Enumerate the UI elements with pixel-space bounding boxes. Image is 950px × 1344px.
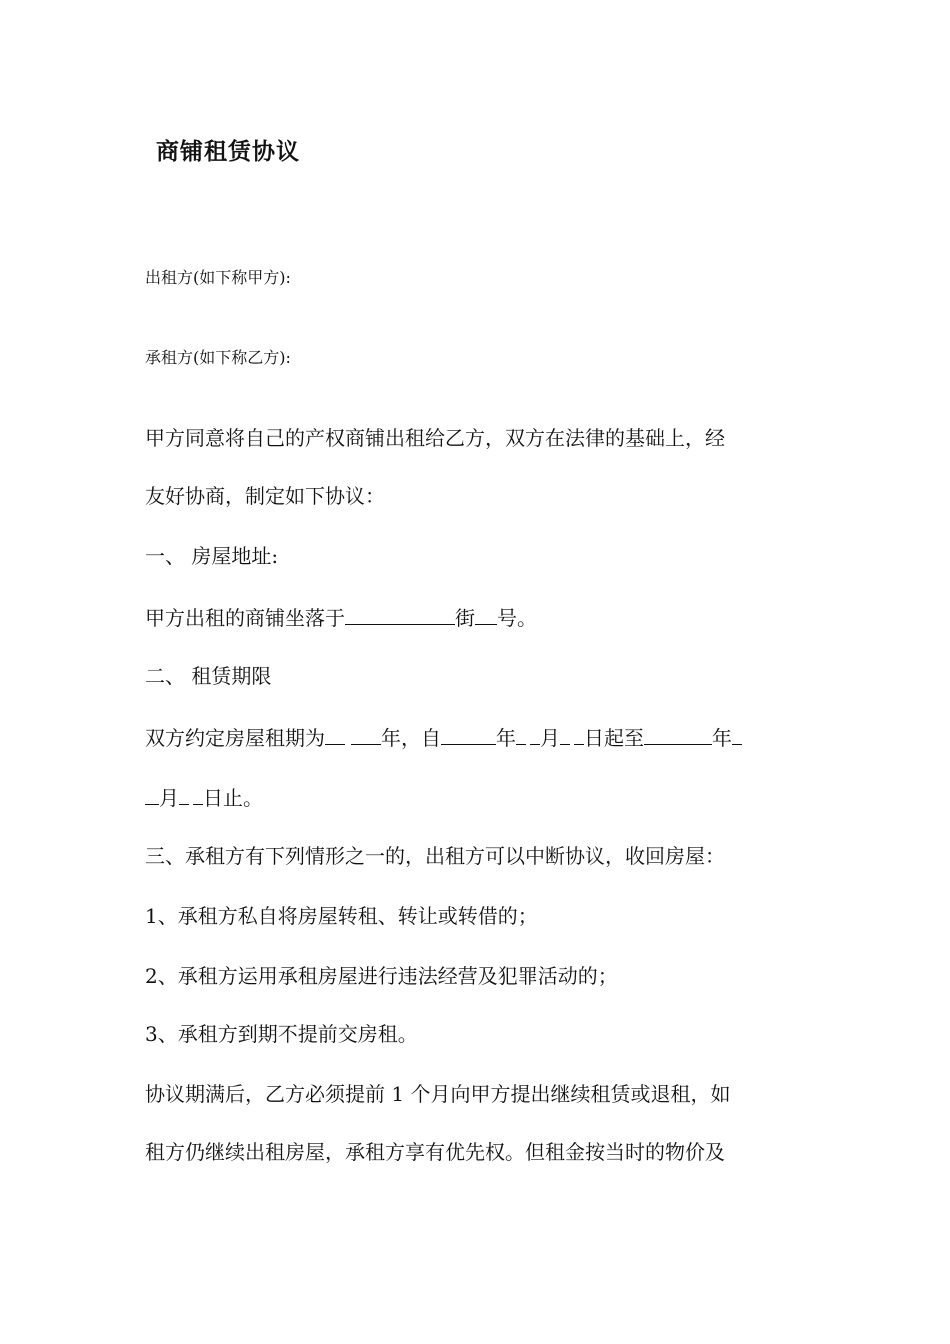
address-line bbox=[145, 602, 537, 632]
intro-line-2: 友好协商，制定如下协议： bbox=[145, 484, 385, 508]
renewal-line-1: 协议期满后，乙方必须提前 1 个月向甲方提出继续租赁或退租，如 bbox=[145, 1082, 731, 1106]
term-text-5: 日起至 bbox=[584, 726, 644, 750]
item-3: 3、承租方到期不提前交房租。 bbox=[145, 1022, 418, 1046]
end-month-blank-b bbox=[145, 782, 159, 805]
start-day-blank-a bbox=[560, 722, 570, 745]
end-day-blank-a bbox=[179, 782, 189, 805]
term-text-7: 月 bbox=[159, 786, 179, 810]
party-b-label: 承租方(如下称乙方): bbox=[145, 348, 291, 367]
term-text-1: 双方约定房屋租期为 bbox=[145, 726, 325, 750]
term-text-8: 日止。 bbox=[203, 786, 263, 810]
start-year-blank bbox=[441, 722, 496, 745]
term-line-2 bbox=[145, 782, 263, 812]
end-month-blank-a bbox=[732, 722, 742, 745]
number-blank bbox=[475, 602, 497, 625]
address-text-1: 甲方出租的商铺坐落于 bbox=[145, 606, 345, 630]
term-text-3: 年 bbox=[496, 726, 516, 750]
end-day-blank-b bbox=[193, 782, 203, 805]
start-month-blank-b bbox=[530, 722, 540, 745]
term-line-1 bbox=[145, 722, 742, 752]
document-title: 商铺租赁协议 bbox=[156, 139, 300, 165]
section-1-heading: 一、 房屋地址: bbox=[145, 544, 279, 568]
section-3-heading: 三、承租方有下列情形之一的，出租方可以中断协议，收回房屋： bbox=[145, 844, 725, 868]
intro-line-1: 甲方同意将自己的产权商铺出租给乙方，双方在法律的基础上，经 bbox=[145, 426, 725, 450]
address-text-2: 街 bbox=[455, 606, 475, 630]
street-blank bbox=[345, 602, 455, 625]
end-year-blank bbox=[644, 722, 712, 745]
term-text-6: 年 bbox=[712, 726, 732, 750]
item-2: 2、承租方运用承租房屋进行违法经营及犯罪活动的； bbox=[145, 964, 618, 988]
section-2-heading: 二、 租赁期限 bbox=[145, 664, 272, 688]
term-text-2: 年，自 bbox=[381, 726, 441, 750]
item-1: 1、承租方私自将房屋转租、转让或转借的； bbox=[145, 904, 538, 928]
start-month-blank-a bbox=[516, 722, 526, 745]
renewal-line-2: 租方仍继续出租房屋，承租方享有优先权。但租金按当时的物价及 bbox=[145, 1140, 725, 1164]
term-blank-1b bbox=[351, 722, 381, 745]
start-day-blank-b bbox=[574, 722, 584, 745]
address-text-3: 号。 bbox=[497, 606, 537, 630]
term-text-4: 月 bbox=[540, 726, 560, 750]
term-blank-1a bbox=[325, 722, 345, 745]
party-a-label: 出租方(如下称甲方): bbox=[145, 268, 291, 287]
